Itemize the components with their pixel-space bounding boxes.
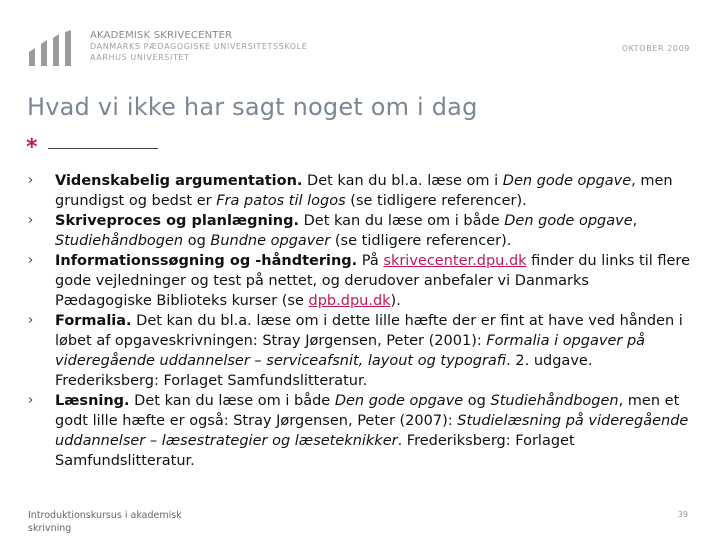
bullet-heading: Videnskabelig argumentation. — [55, 173, 303, 189]
dpb-link[interactable]: dpb.dpu.dk — [308, 293, 391, 309]
bullet-heading: Informationssøgning og -håndtering. — [55, 253, 358, 269]
organization-block — [90, 30, 307, 63]
bullet-heading: Læsning. — [55, 393, 130, 409]
org-name: AKADEMISK SKRIVECENTER — [90, 30, 233, 41]
bullet-item-laesning: › Læsning. Det kan du læse om i både Den gode opgave og Studiehåndbogen, men et godt lille hæfte er også: Stray Jørgensen, Peter (2007): Studielæsning på videregående uddannelser – læsestrategier og læseteknikker. Frederiksberg: Forlaget Samfundslitteratur. — [28, 393, 689, 469]
chevron-right-icon: › — [28, 173, 34, 188]
bullet-item-formalia: › Formalia. Det kan du bl.a. læse om i dette lille hæfte der er fint at have ved hånden i løbet af opgaveskrivningen: Stray Jørgensen, Peter (2001): Formalia i opgaver på videregående uddannelser – serviceafsnit, layout og typografi. 2. udgave. Frederiksberg: Forlaget Samfundslitteratur. — [28, 313, 683, 389]
bullet-item-skriveproces: › Skriveproces og planlægning. Det kan du læse om i både Den gode opgave, Studiehåndbogen og Bundne opgaver (se tidligere referencer). — [28, 213, 638, 249]
org-subtitle-1: DANMARKS PÆDAGOGISKE UNIVERSITETSSKOLE — [90, 42, 308, 51]
footer-course: Introduktionskursus i akademisk skrivning — [28, 510, 182, 534]
bullet-item-argumentation: › Videnskabelig argumentation. Det kan du bl.a. læse om i Den gode opgave, men grundigst og bedst er Fra patos til logos (se tidligere referencer). — [28, 173, 673, 209]
slide-title: Hvad vi ikke har sagt noget om i dag — [27, 93, 478, 121]
university-logo-icon — [27, 30, 89, 68]
chevron-right-icon: › — [28, 213, 34, 228]
bullet-heading: Skriveproces og planlægning. — [55, 213, 299, 229]
chevron-right-icon: › — [28, 253, 34, 268]
bullet-item-informationssoegning: › Informationssøgning og -håndtering. På skrivecenter.dpu.dk finder du links til flere gode vejledninger og test på nettet, og derudover anbefaler vi Danmarks Pædagogiske Biblioteks kurser (se dpb.dpu.dk). — [28, 253, 690, 309]
page-number: 39 — [677, 510, 688, 519]
skrivecenter-link[interactable]: skrivecenter.dpu.dk — [383, 253, 527, 269]
chevron-right-icon: › — [28, 313, 34, 328]
bullet-list — [28, 171, 690, 471]
chevron-right-icon: › — [28, 393, 34, 408]
org-subtitle-2: AARHUS UNIVERSITET — [90, 53, 190, 62]
title-divider — [48, 148, 158, 149]
asterisk-icon: * — [26, 135, 38, 160]
bullet-heading: Formalia. — [55, 313, 132, 329]
header-date: OKTOBER 2009 — [621, 44, 690, 53]
